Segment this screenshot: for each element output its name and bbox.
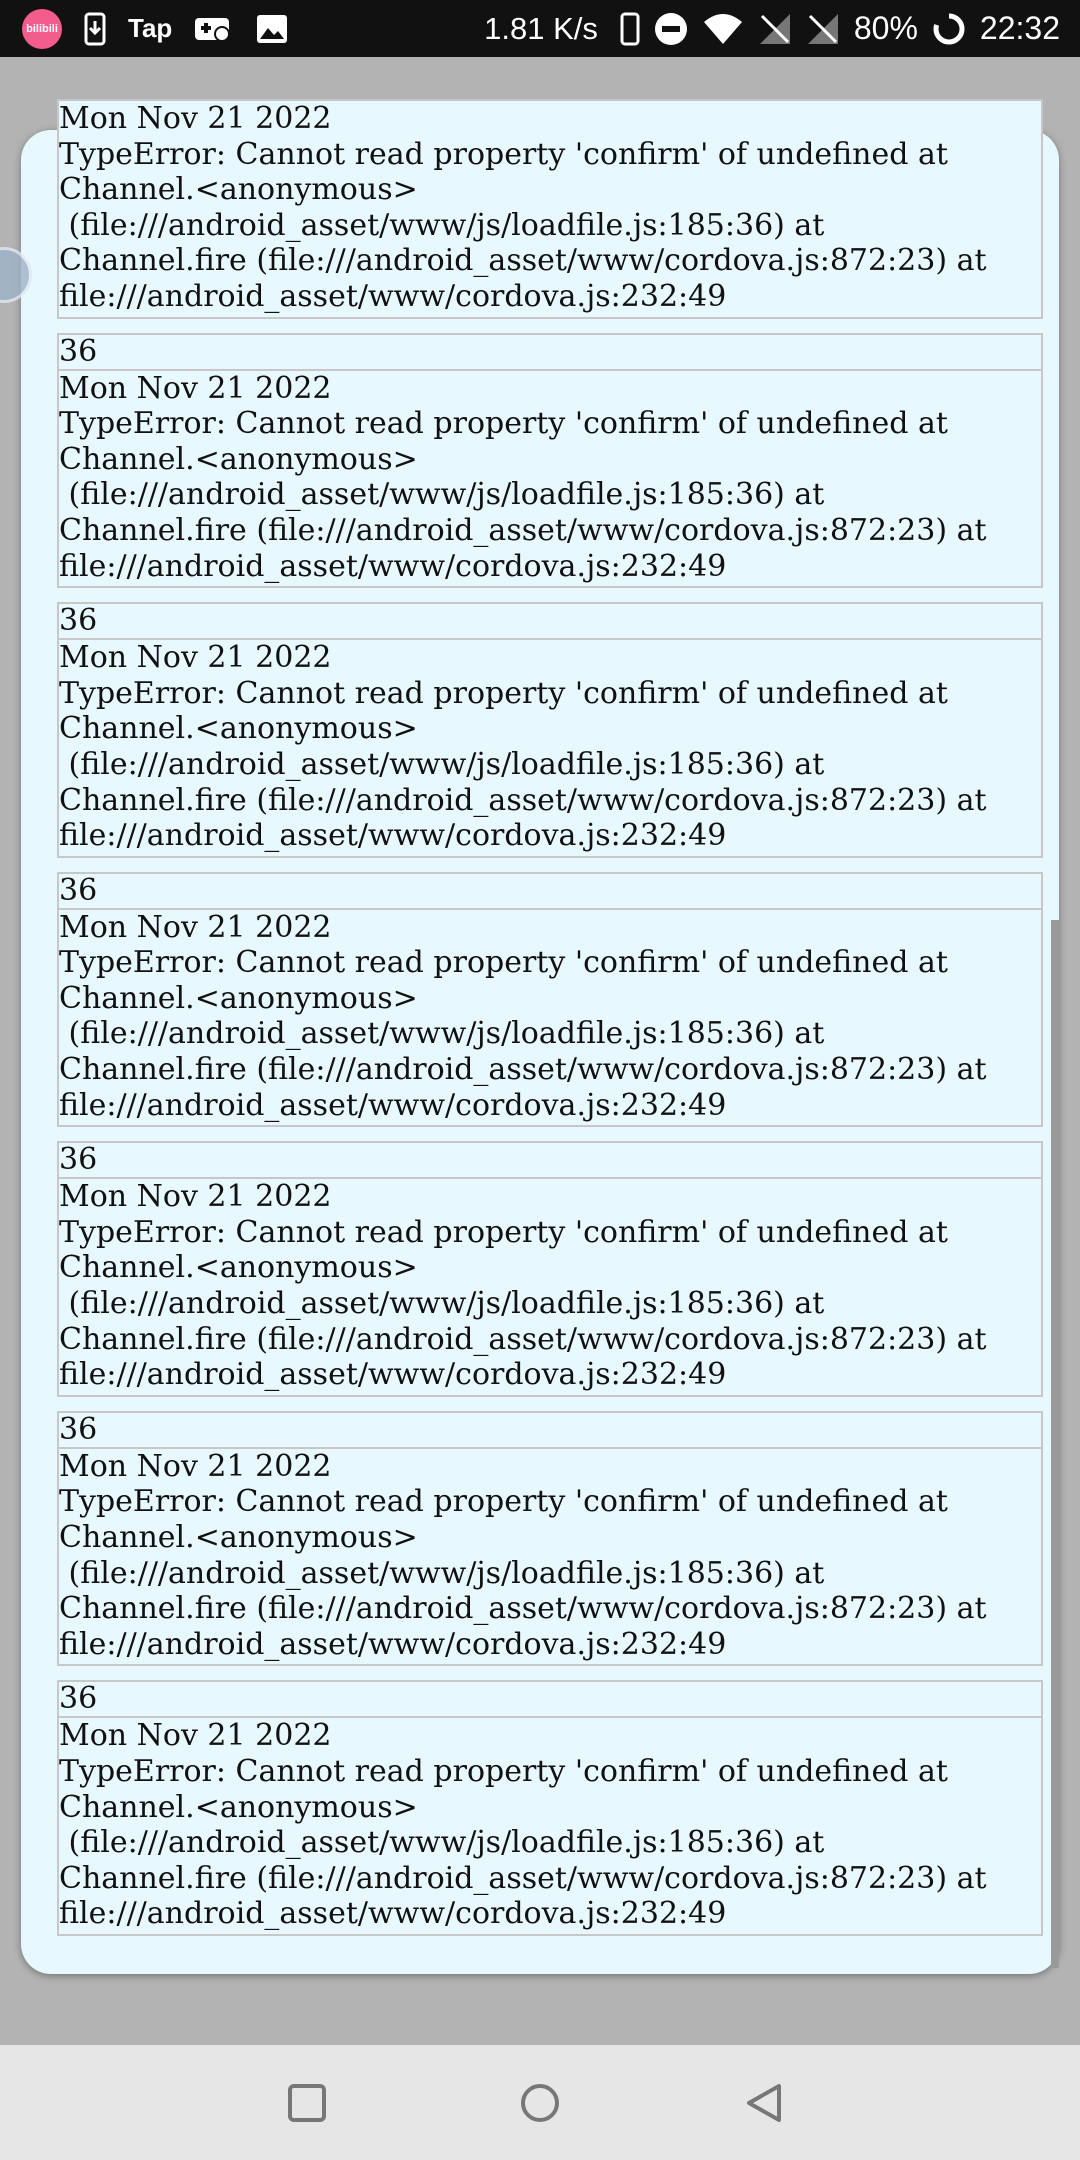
phone-icon	[620, 12, 640, 46]
log-line: (file:///android_asset/www/js/loadfile.js:185:36) at	[59, 207, 825, 243]
log-entry-partial	[57, 99, 1043, 319]
image-icon	[256, 14, 288, 44]
scrollbar[interactable]	[1051, 920, 1059, 1968]
tap-label: Tap	[128, 13, 173, 43]
log-entry-body	[59, 1718, 1041, 1934]
log-line: file:///android_asset/www/cordova.js:232:49	[59, 818, 727, 854]
log-scroll-area[interactable]	[57, 101, 1043, 1970]
log-entry-number: 36	[59, 1413, 1041, 1449]
log-line: (file:///android_asset/www/js/loadfile.js:185:36) at	[59, 477, 825, 513]
recents-button[interactable]	[279, 2075, 335, 2131]
log-line: Channel.fire (file:///android_asset/www/cordova.js:872:23) at	[59, 1860, 987, 1896]
triangle-back-icon	[743, 2082, 785, 2124]
log-line: file:///android_asset/www/cordova.js:232:49	[59, 548, 727, 584]
log-entry-body	[59, 1179, 1041, 1395]
log-entry-date: Mon Nov 21 2022	[59, 101, 332, 136]
square-icon	[287, 2083, 327, 2123]
clock: 22:32	[979, 10, 1060, 46]
log-line: file:///android_asset/www/cordova.js:232:49	[59, 278, 727, 314]
status-bar	[0, 0, 1080, 57]
log-entry-body	[59, 910, 1041, 1126]
no-signal-icon	[758, 12, 792, 46]
log-line: (file:///android_asset/www/js/loadfile.js:185:36) at	[59, 1825, 825, 1861]
navigation-bar	[0, 2045, 1080, 2160]
wifi-icon	[702, 12, 744, 46]
log-entry-number: 36	[59, 335, 1041, 371]
log-entry-number: 36	[59, 1682, 1041, 1718]
no-signal-icon-2	[806, 12, 840, 46]
log-line: TypeError: Cannot read property 'confirm' of undefined at	[59, 406, 948, 442]
log-line: Channel.<anonymous>	[59, 1520, 418, 1555]
log-entry-body	[59, 640, 1041, 856]
do-not-disturb-icon	[654, 12, 688, 46]
log-entry	[57, 872, 1043, 1128]
log-entry-number: 36	[59, 874, 1041, 910]
log-list	[57, 99, 1043, 1950]
log-line: TypeError: Cannot read property 'confirm' of undefined at	[59, 136, 948, 172]
circle-icon	[519, 2082, 561, 2124]
back-button[interactable]	[736, 2075, 792, 2131]
log-line: Channel.fire (file:///android_asset/www/cordova.js:872:23) at	[59, 1321, 987, 1357]
log-entry-body	[59, 1449, 1041, 1665]
download-phone-icon	[84, 13, 106, 45]
log-entry-date: Mon Nov 21 2022	[59, 1448, 332, 1484]
log-line: (file:///android_asset/www/js/loadfile.js:185:36) at	[59, 1286, 825, 1322]
log-line: file:///android_asset/www/cordova.js:232:49	[59, 1087, 727, 1123]
log-line: file:///android_asset/www/cordova.js:232:49	[59, 1896, 727, 1932]
log-entry	[57, 1680, 1043, 1936]
log-entry	[57, 1141, 1043, 1397]
log-line: (file:///android_asset/www/js/loadfile.js:185:36) at	[59, 1016, 825, 1052]
log-entry-number: 36	[59, 604, 1041, 640]
log-line: Channel.<anonymous>	[59, 1250, 418, 1286]
log-line: (file:///android_asset/www/js/loadfile.js:185:36) at	[59, 746, 825, 782]
log-line: Channel.fire (file:///android_asset/www/cordova.js:872:23) at	[59, 1591, 987, 1627]
log-line: Channel.<anonymous>	[59, 980, 418, 1016]
network-speed: 1.81 K/s	[484, 10, 598, 46]
log-entry-body	[59, 371, 1041, 587]
home-button[interactable]	[512, 2075, 568, 2131]
log-line: (file:///android_asset/www/js/loadfile.js:185:36) at	[59, 1555, 825, 1591]
bilibili-app-icon: bilibili	[22, 9, 62, 49]
log-line: Channel.fire (file:///android_asset/www/cordova.js:872:23) at	[59, 243, 987, 279]
log-entry	[57, 602, 1043, 858]
gamepad-icon	[194, 14, 234, 44]
log-entry-date: Mon Nov 21 2022	[59, 909, 332, 945]
log-entry-date: Mon Nov 21 2022	[59, 1179, 332, 1215]
log-entry	[57, 333, 1043, 589]
battery-ring-icon	[932, 12, 966, 46]
log-line: Channel.<anonymous>	[59, 441, 418, 477]
log-line: TypeError: Cannot read property 'confirm' of undefined at	[59, 1753, 948, 1789]
log-line: Channel.<anonymous>	[59, 172, 418, 208]
log-entry	[57, 1411, 1043, 1667]
log-entry-date: Mon Nov 21 2022	[59, 1718, 332, 1754]
log-entry-number: 36	[59, 1143, 1041, 1179]
log-line: Channel.<anonymous>	[59, 1789, 418, 1825]
log-line: file:///android_asset/www/cordova.js:232:49	[59, 1357, 727, 1393]
log-line: TypeError: Cannot read property 'confirm' of undefined at	[59, 675, 948, 711]
log-line: Channel.fire (file:///android_asset/www/cordova.js:872:23) at	[59, 782, 987, 818]
log-line: file:///android_asset/www/cordova.js:232:49	[59, 1626, 727, 1662]
log-line: Channel.fire (file:///android_asset/www/cordova.js:872:23) at	[59, 1052, 987, 1088]
log-dialog	[21, 101, 1059, 1974]
log-entry-date: Mon Nov 21 2022	[59, 370, 332, 406]
log-line: Channel.<anonymous>	[59, 711, 418, 747]
log-entry-body	[59, 101, 1041, 317]
log-line: Channel.fire (file:///android_asset/www/cordova.js:872:23) at	[59, 512, 987, 548]
log-entry-date: Mon Nov 21 2022	[59, 640, 332, 676]
battery-percent: 80%	[853, 10, 918, 46]
log-line: TypeError: Cannot read property 'confirm' of undefined at	[59, 1484, 948, 1520]
log-line: TypeError: Cannot read property 'confirm' of undefined at	[59, 945, 948, 981]
log-line: TypeError: Cannot read property 'confirm' of undefined at	[59, 1214, 948, 1250]
